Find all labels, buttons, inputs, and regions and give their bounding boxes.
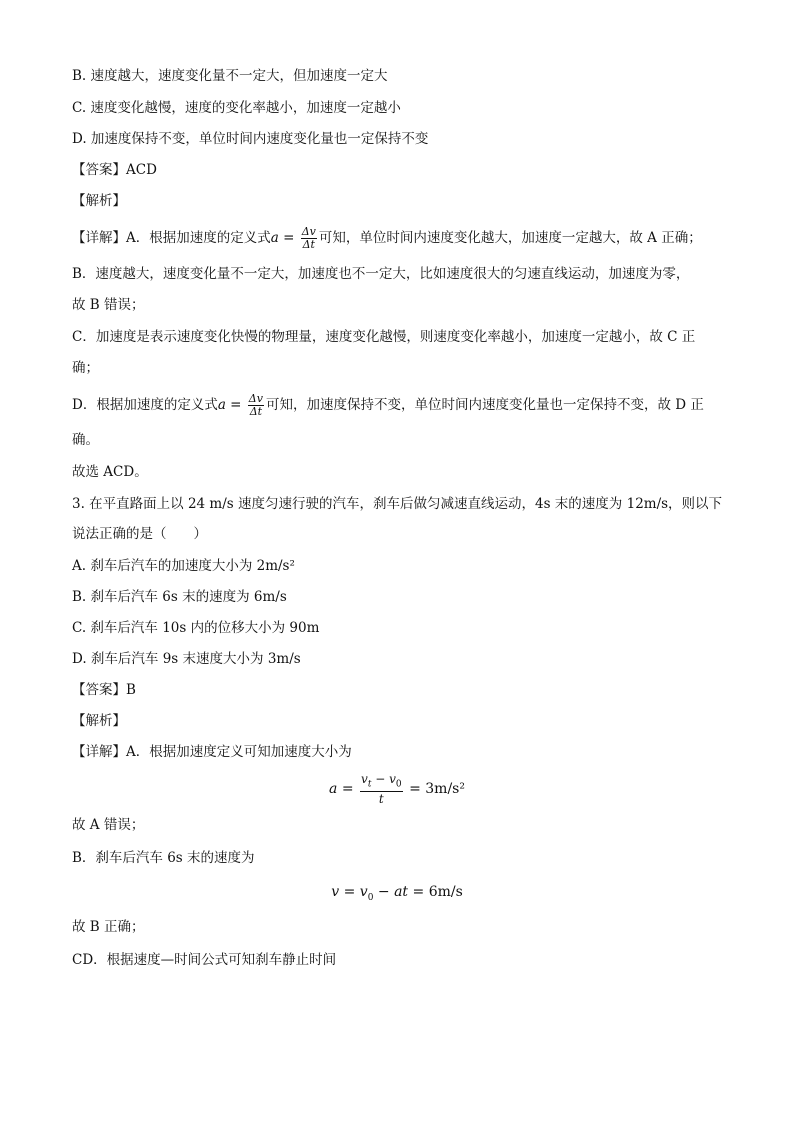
q3-formula2-sub-0: 0 bbox=[367, 892, 374, 903]
q3-option-a: A. 刹车后汽车的加速度大小为 2m/s² bbox=[72, 558, 295, 574]
q3-detail-a: 【详解】A．根据加速度定义可知加速度大小为 bbox=[72, 744, 352, 760]
q2-detail-b-line2: 故 B 错误； bbox=[72, 297, 145, 313]
q3-analysis-header: 【解析】 bbox=[72, 713, 126, 729]
q2-formula-lhs: a bbox=[270, 230, 279, 246]
q2-detail-a-suffix: 可知，单位时间内速度变化越大，加速度一定越大，故 A 正确； bbox=[318, 230, 702, 246]
q2-formula-d-lhs: a bbox=[217, 397, 226, 413]
q2-detail-a-prefix: 【详解】A．根据加速度的定义式 bbox=[72, 230, 271, 246]
q3-answer: 【答案】B bbox=[72, 682, 136, 698]
q2-detail-d-line2: 确。 bbox=[72, 432, 99, 448]
q2-conclusion: 故选 ACD。 bbox=[72, 464, 148, 480]
q3-formula-acceleration: a = $\frac{v_t - v_0}{t}$ = 3m/s² bbox=[329, 772, 465, 807]
q3-formula1-minus: − bbox=[371, 772, 390, 786]
q3-formula1-denominator: t bbox=[378, 792, 384, 807]
q3-detail-b-result: 故 B 正确； bbox=[72, 919, 145, 935]
q2-option-d: D. 加速度保持不变，单位时间内速度变化量也一定保持不变 bbox=[72, 131, 429, 147]
q3-formula2-at: at bbox=[394, 884, 409, 900]
q2-analysis-header: 【解析】 bbox=[72, 193, 126, 209]
q3-formula1-fraction bbox=[360, 772, 403, 806]
q2-detail-b-line1: B．速度越大，速度变化量不一定大，加速度也不一定大，比如速度很大的匀速直线运动，加速度为零， bbox=[72, 266, 690, 282]
q3-formula2-rhs: = 6m/s bbox=[408, 884, 463, 900]
q3-option-d: D. 刹车后汽车 9s 末速度大小为 3m/s bbox=[72, 651, 301, 667]
q2-formula-d-numerator: Δv bbox=[248, 392, 263, 405]
q2-detail-c-line1: C．加速度是表示速度变化快慢的物理量，速度变化越慢，则速度变化率越小，加速度一定越小，故 C 正 bbox=[72, 329, 696, 345]
q3-detail-a-result: 故 A 错误； bbox=[72, 817, 145, 833]
q2-detail-c-line2: 确； bbox=[72, 360, 99, 376]
q2-option-b: B. 速度越大，速度变化量不一定大，但加速度一定大 bbox=[72, 68, 388, 84]
q2-formula-d-fraction bbox=[248, 393, 264, 418]
q2-detail-d: D．根据加速度的定义式a = $\frac{\Delta v}{\Delta t}$ 可知，加速度保持不变，单位时间内速度变化量也一定保持不变，故 D 正 bbox=[72, 392, 704, 418]
q2-answer: 【答案】ACD bbox=[72, 162, 157, 178]
q3-formula1-vt: v bbox=[361, 772, 368, 786]
q3-stem-line1: 3. 在平直路面上以 24 m/s 速度匀速行驶的汽车，刹车后做匀减速直线运动，4s 末的速度为 12m/s，则以下 bbox=[72, 496, 723, 512]
q3-formula1-rhs: = 3m/s² bbox=[404, 781, 465, 798]
q3-formula2-minus: − bbox=[373, 884, 395, 900]
q2-detail-d-prefix: D．根据加速度的定义式 bbox=[72, 397, 218, 413]
q3-formula1-lhs: a bbox=[329, 781, 338, 798]
q3-formula1-sub-t: t bbox=[367, 779, 372, 790]
q3-formula2-lhs: v bbox=[331, 884, 340, 900]
q2-detail-d-suffix: 可知，加速度保持不变，单位时间内速度变化量也一定保持不变，故 D 正 bbox=[265, 397, 704, 413]
q3-detail-b: B．刹车后汽车 6s 末的速度为 bbox=[72, 850, 255, 866]
q3-option-c: C. 刹车后汽车 10s 内的位移大小为 90m bbox=[72, 620, 320, 636]
q2-detail-a: 【详解】A．根据加速度的定义式a = $\frac{\Delta v}{\Delta t}$ 可知，单位时间内速度变化越大，加速度一定越大，故 A 正确； bbox=[72, 225, 702, 251]
q3-formula1-sub-0: 0 bbox=[395, 779, 402, 790]
q3-formula1-numerator bbox=[360, 772, 403, 792]
q3-formula-velocity: $v = v_0$ − at = 6m/s bbox=[331, 884, 463, 903]
q3-formula1-v0: v bbox=[389, 772, 396, 786]
q2-formula-fraction bbox=[301, 226, 317, 251]
q2-formula-d-denominator: Δt bbox=[249, 405, 263, 418]
q2-formula-numerator: Δv bbox=[301, 225, 316, 238]
q3-stem-line2: 说法正确的是（ ） bbox=[72, 526, 207, 542]
q3-option-b: B. 刹车后汽车 6s 末的速度为 6m/s bbox=[72, 589, 287, 605]
q2-formula-denominator: Δt bbox=[302, 238, 315, 251]
q2-option-c: C. 速度变化越慢，速度的变化率越小，加速度一定越小 bbox=[72, 100, 401, 116]
q3-detail-cd: CD．根据速度—时间公式可知刹车静止时间 bbox=[72, 952, 337, 968]
q3-formula2-v0: v bbox=[359, 884, 368, 900]
